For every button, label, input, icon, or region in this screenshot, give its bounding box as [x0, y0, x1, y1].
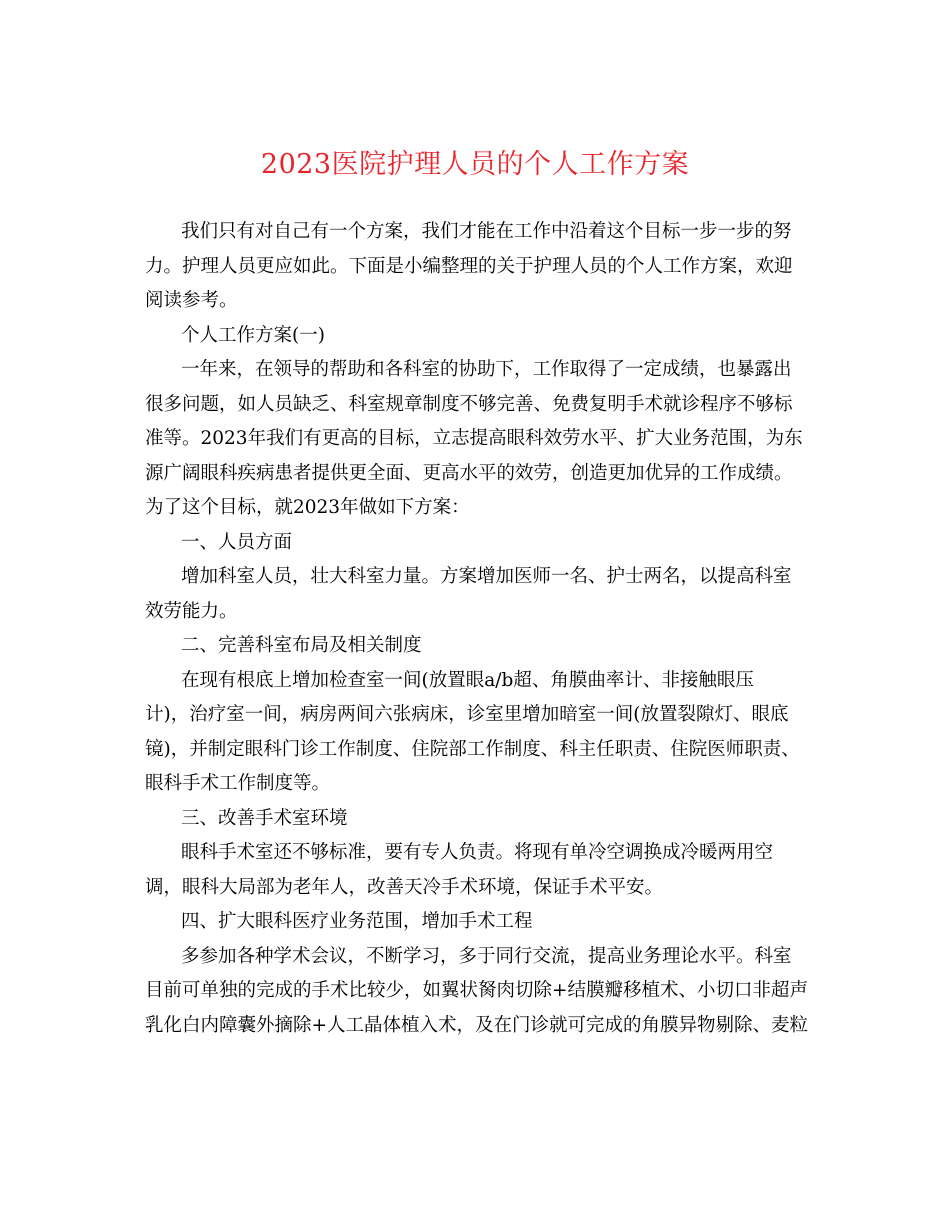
text-line: 源广阔眼科疾病患者提供更全面、更高水平的效劳，创造更加优异的工作成绩。 [145, 462, 793, 484]
document-title: 2023医院护理人员的个人工作方案 [260, 149, 690, 180]
text-line: 增加科室人员，壮大科室力量。方案增加医师一名、护士两名，以提高科室 [181, 566, 792, 587]
text-line: 在现有根底上增加检查室一间(放置眼a/b超、角膜曲率计、非接触眼压 [181, 669, 754, 691]
document-body [145, 215, 809, 1043]
text-line: 效劳能力。 [145, 600, 238, 622]
text-line: 调，眼科大局部为老年人，改善天冷手术环境，保证手术平安。 [145, 876, 664, 898]
text-line: 为了这个目标，就2023年做如下方案： [145, 497, 470, 518]
text-line: 很多问题，如人员缺乏、科室规章制度不够完善、免费复明手术就诊程序不够标 [145, 393, 793, 415]
text-line: 乳化白内障囊外摘除+人工晶体植入术，及在门诊就可完成的角膜异物剔除、麦粒 [145, 1014, 809, 1036]
text-line: 三、改善手术室环境 [181, 807, 348, 829]
text-line: 计)，治疗室一间，病房两间六张病床，诊室里增加暗室一间(放置裂隙灯、眼底 [145, 704, 789, 725]
text-line: 二、完善科室布局及相关制度 [181, 635, 422, 656]
text-line: 眼科手术室还不够标准，要有专人负责。将现有单冷空调换成冷暖两用空 [181, 842, 774, 863]
text-line: 我们只有对自己有一个方案，我们才能在工作中沿着这个目标一步一步的努 [181, 221, 792, 242]
text-line: 个人工作方案(一) [181, 324, 325, 346]
text-line: 力。护理人员更应如此。下面是小编整理的关于护理人员的个人工作方案，欢迎 [145, 255, 793, 277]
text-line: 目前可单独的完成的手术比较少，如翼状胬肉切除+结膜瓣移植术、小切口非超声 [145, 980, 809, 1001]
text-line: 阅读参考。 [145, 290, 238, 311]
text-line: 眼科手术工作制度等。 [145, 773, 331, 794]
text-line: 一、人员方面 [181, 531, 293, 553]
text-line: 准等。2023年我们有更高的目标，立志提高眼科效劳水平、扩大业务范围，为东 [145, 428, 803, 449]
text-line: 镜)，并制定眼科门诊工作制度、住院部工作制度、科主任职责、住院医师职责、 [145, 738, 800, 760]
text-line: 一年来，在领导的帮助和各科室的协助下，工作取得了一定成绩，也暴露出 [181, 359, 792, 380]
text-line: 多参加各种学术会议，不断学习，多于同行交流，提高业务理论水平。科室 [181, 945, 792, 967]
text-line: 四、扩大眼科医疗业务范围，增加手术工程 [181, 911, 533, 932]
